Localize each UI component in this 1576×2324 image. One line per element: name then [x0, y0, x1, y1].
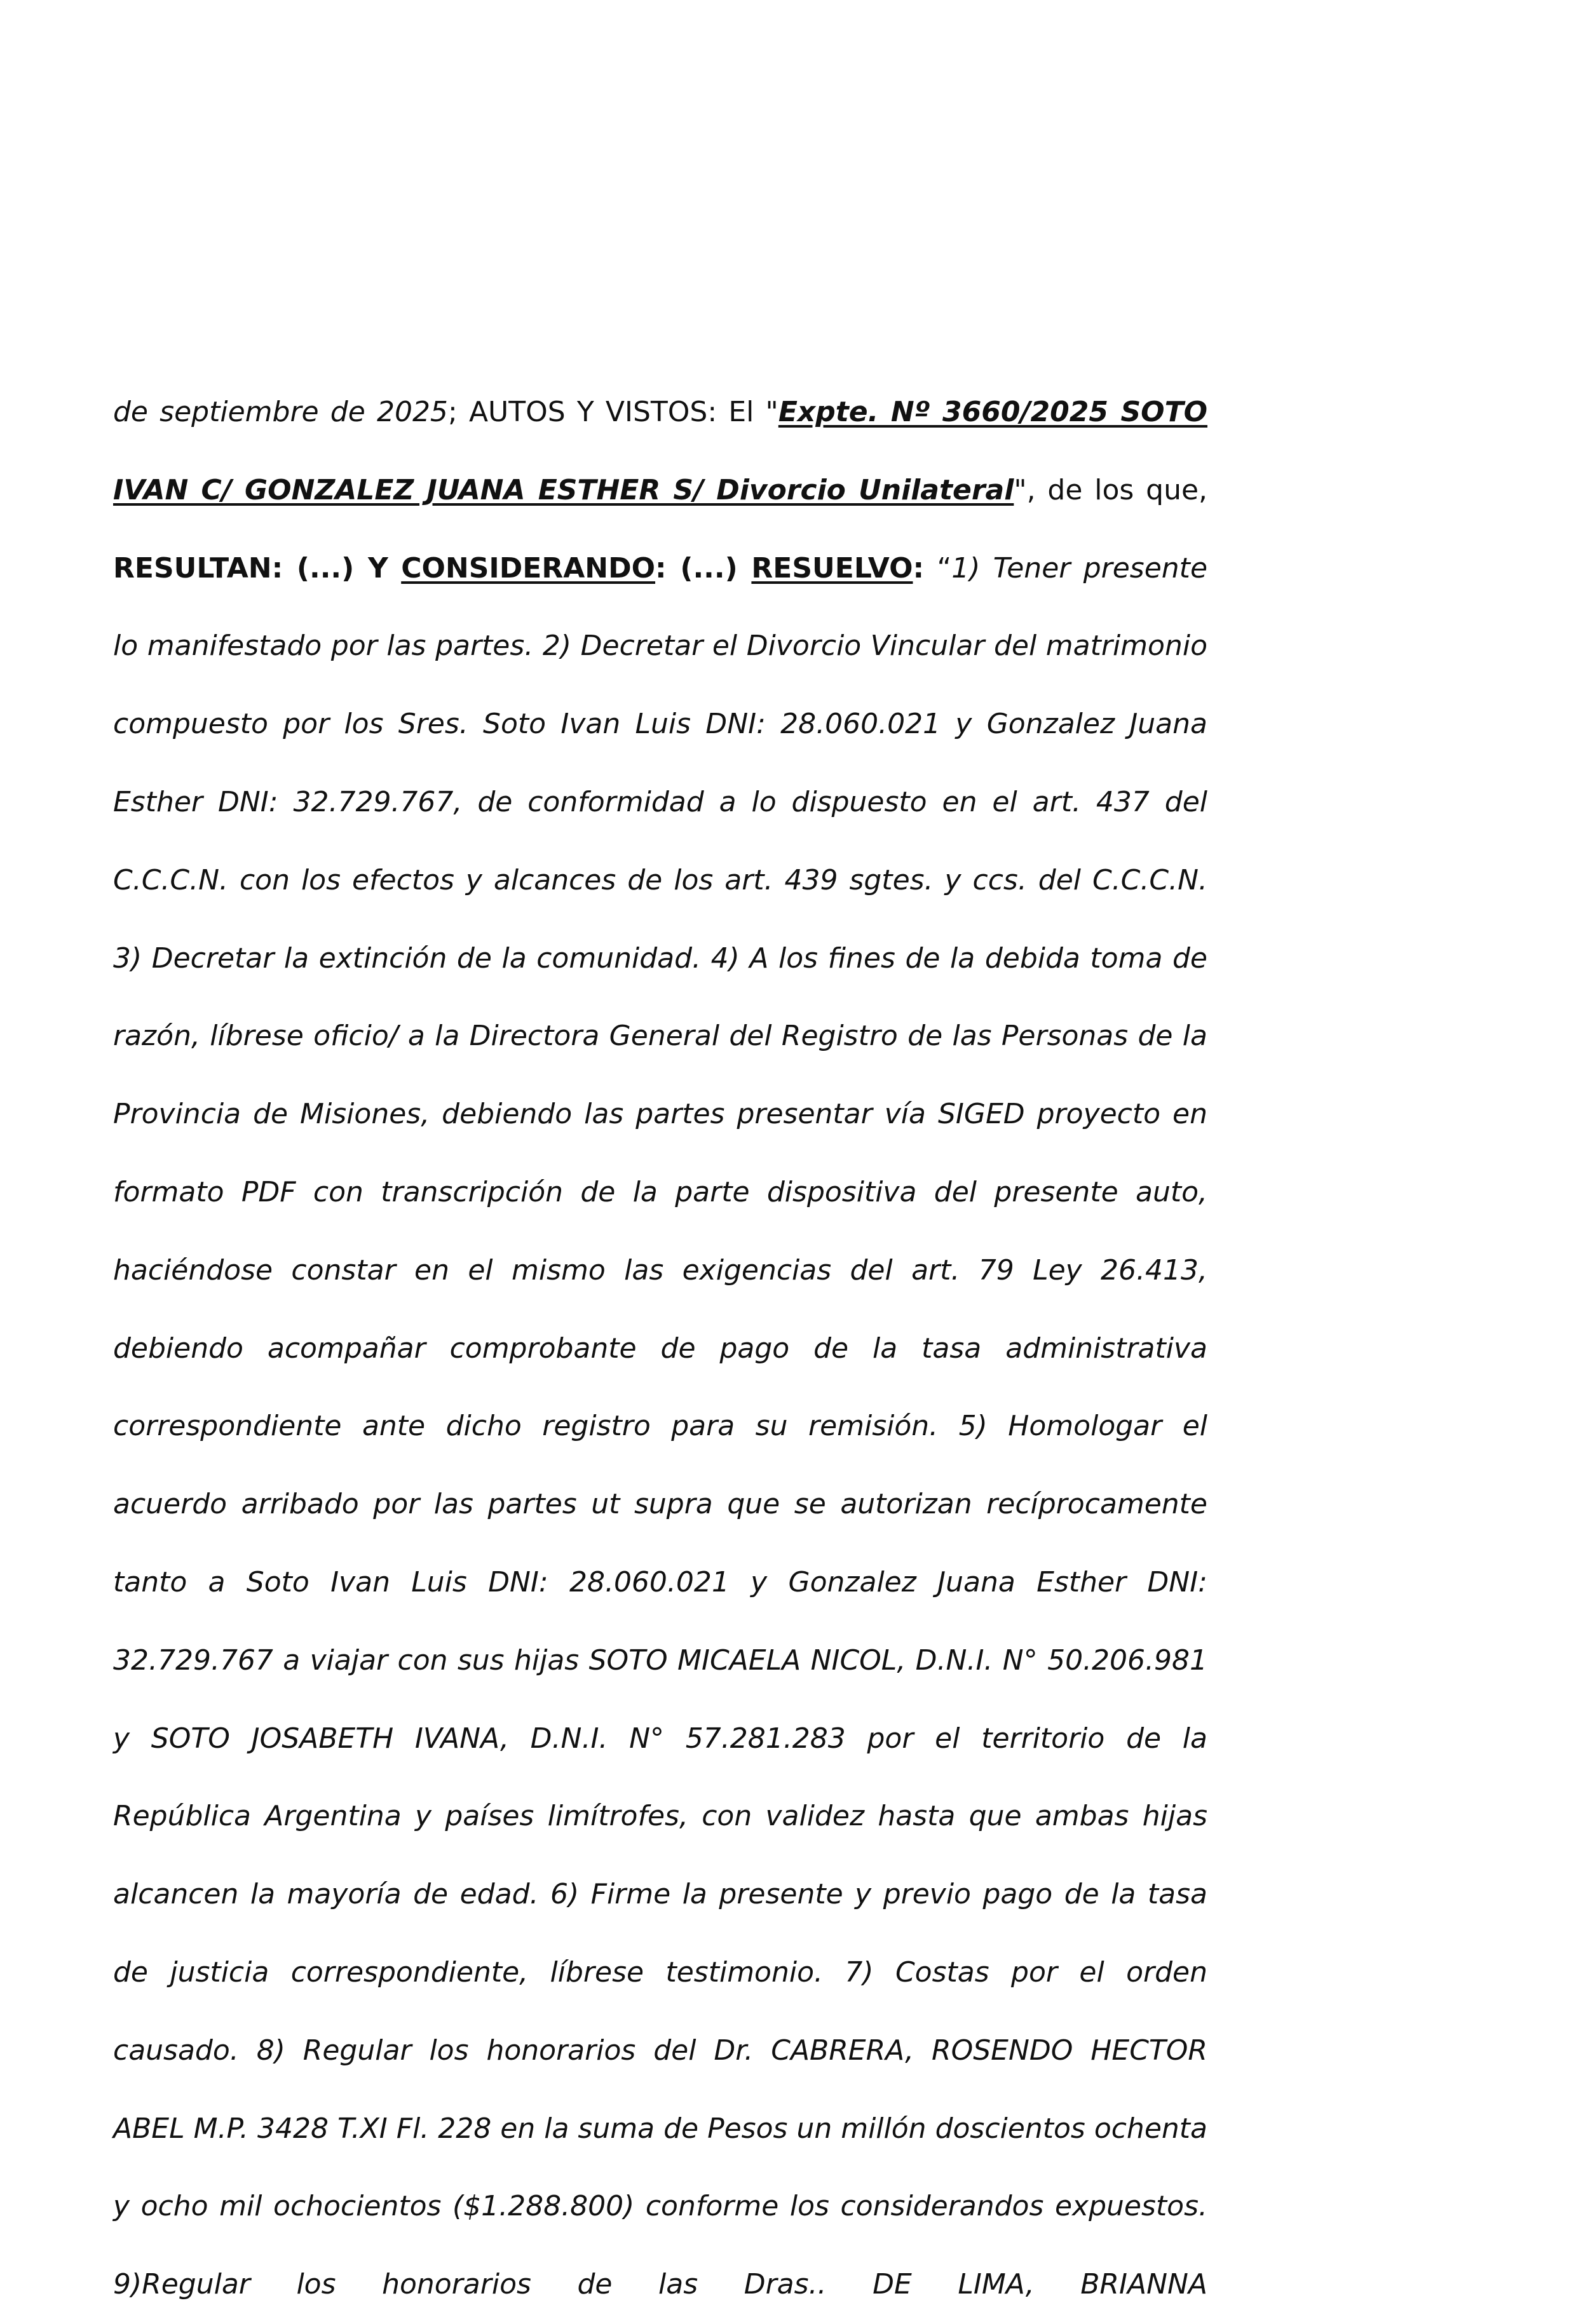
space — [388, 552, 401, 584]
considerando-rest: : (...) — [655, 551, 752, 584]
resuelvo-label: RESUELVO — [751, 551, 913, 584]
resuelvo-colon: : — [913, 551, 925, 584]
resultan-label: RESULTAN: (...) Y — [113, 551, 388, 584]
separator-text: ", de los que, — [1014, 473, 1208, 506]
case-reference: Expte. Nº 3660/2025 SOTO IVAN C/ GONZALEZ JUANA ESTHER S/ Divorcio Unilateral — [113, 396, 1208, 506]
document-body — [113, 374, 1207, 2324]
quote-open: “ — [924, 551, 952, 584]
autos-y-vistos-text: ; AUTOS Y VISTOS: El " — [447, 396, 778, 428]
considerando-label: CONSIDERANDO — [401, 551, 656, 584]
date-fragment: de septiembre de 2025 — [113, 396, 448, 428]
resolution-text: 1) Tener presente lo manifestado por las partes. 2) Decretar el Divorcio Vincular del matrimonio compuesto por los Sres. Soto Ivan Luis DNI: 28.060.021 y Gonzalez Juana Esther DNI: 32.729.767, de conformidad a lo dispuesto en el art. 437 del C.C.C.N. con los efectos y alcances de los art. 439 sgtes. y ccs. del C.C.C.N. 3) Decretar la extinción de la comunidad. 4) A los fines de la debida toma de razón, líbrese oficio/ a la Directora General del Registro de las Personas de la Provincia de Misiones, debiendo las partes presentar vía SIGED proyecto en formato PDF con transcripción de la parte dispositiva del presente auto, haciéndose constar en el mismo las exigencias del art. 79 Ley 26.413, debiendo acompañar comprobante de pago de la tasa administrativa correspondiente ante dicho registro para su remisión. 5) Homologar el acuerdo arribado por las partes ut supra que se autorizan recíprocamente tanto a Soto Ivan Luis DNI: 28.060.021 y Gonzalez Juana Esther DNI: 32.729.767 a viajar con sus hijas SOTO MICAELA NICOL, D.N.I. N° 50.206.981 y SOTO JOSABETH IVANA, D.N.I. N° 57.281.283 por el territorio de la República Argentina y países limítrofes, con validez hasta que ambas hijas alcancen la mayoría de edad. 6) Firme la presente y previo pago de la tasa de justicia correspondiente, líbrese testimonio. 7) Costas por el orden causado. 8) Regular los honorarios del Dr. CABRERA, ROSENDO HECTOR ABEL M.P. 3428 T.XI Fl. 228 en la suma de Pesos un millón doscientos ochenta y ocho mil ochocientos ($1.288.800) conforme los considerandos expuestos. 9)Regular los honorarios de las Dras.. DE LIMA, BRIANNA — [113, 551, 1208, 2301]
